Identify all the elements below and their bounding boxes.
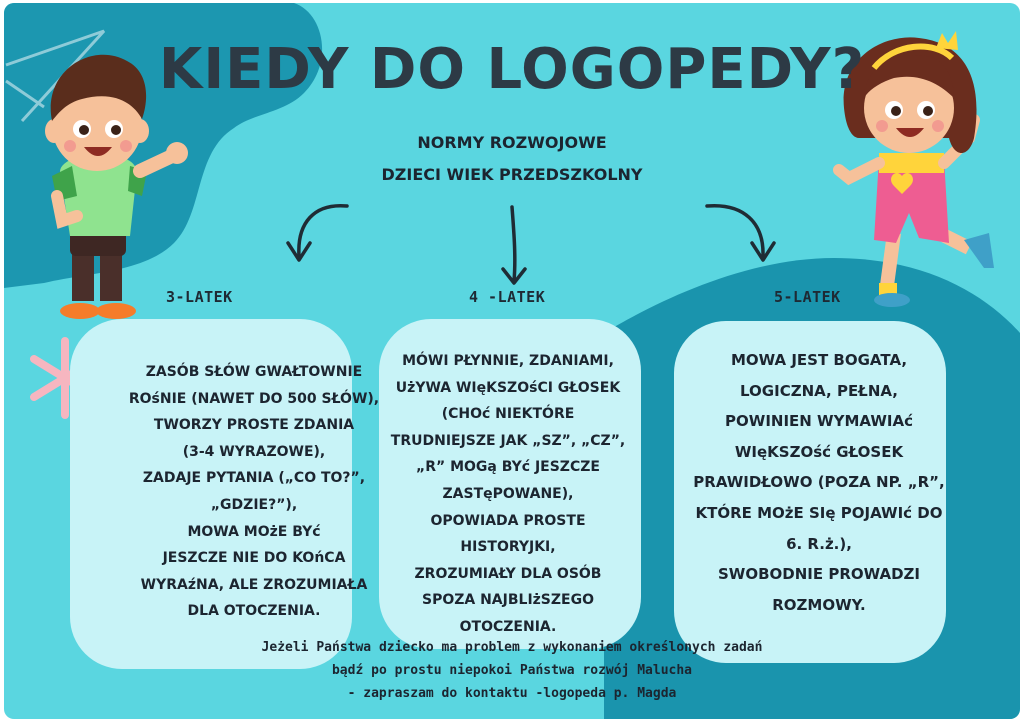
text-line: MOWA JEST BOGATA, (730, 351, 908, 369)
text-line: TWORZY PROSTE ZDANIA (153, 417, 355, 434)
text-line: ROZMOWY. (772, 595, 866, 614)
text-line: WYRAźNA, ALE ZROZUMIAŁA (140, 576, 368, 593)
text-line: MOWA MOżE BYć (187, 523, 321, 540)
text-line: HISTORYJKI, (460, 539, 556, 556)
text-line: WIęKSZOść GŁOSEK (734, 442, 904, 461)
text-line: JESZCZE NIE DO KOńCA (162, 550, 346, 567)
text-line: „R” MOGą BYć JESZCZE (416, 459, 600, 476)
text-line: 6. R.ż.), (786, 534, 852, 553)
poster (4, 3, 1020, 719)
text-line: PRAWIDŁOWO (POZA NP. „R”, (693, 473, 945, 492)
footer-line-3: - zapraszam do kontaktu -logopeda p. Magda (347, 686, 677, 701)
text-line: UżYWA WIęKSZOśCI GŁOSEK (395, 379, 621, 396)
arrow-left-down-icon (279, 198, 359, 273)
text-line: SWOBODNIE PROWADZI (717, 565, 921, 584)
text-line: ZASÓB SŁÓW GWAŁTOWNIE (145, 364, 363, 380)
arrow-right-down-icon (699, 198, 784, 273)
text-line: OPOWIADA PROSTE (430, 512, 586, 529)
text-line: MÓWI PŁYNNIE, ZDANIAMI, (402, 353, 614, 369)
age-label-5: 5-LATEK (774, 288, 841, 306)
text-line: LOGICZNA, PEŁNA, (740, 381, 898, 400)
text-line: POWINIEN WYMAWIAć (725, 412, 913, 431)
subtitle-line-2: DZIECI WIEK PRZEDSZKOLNY (381, 165, 643, 184)
text-line: SPOZA NAJBLIżSZEGO (421, 592, 594, 609)
age-label-4: 4 -LATEK (469, 288, 546, 306)
text-line: OTOCZENIA. (459, 618, 557, 635)
page-title: KIEDY DO LOGOPEDY? (158, 37, 866, 102)
text-line: TRUDNIEJSZE JAK „SZ”, „CZ”, (390, 432, 626, 449)
text-line: (3-4 WYRAZOWE), (182, 443, 326, 460)
text-5-latek (674, 345, 964, 620)
text-4-latek (376, 348, 640, 641)
arrow-down-icon (494, 203, 534, 288)
text-line: ZADAJE PYTANIA („CO TO?”, (142, 470, 366, 487)
text-line: „GDZIE?”), (210, 496, 298, 513)
text-line: ROśNIE (NAWET DO 500 SŁÓW), (128, 390, 380, 407)
text-line: (CHOć NIEKTÓRE (441, 406, 575, 423)
age-label-3: 3-LATEK (166, 288, 233, 306)
text-line: ZROZUMIAŁY DLA OSÓB (414, 565, 602, 582)
text-3-latek (122, 359, 386, 625)
subtitle-line-1: NORMY ROZWOJOWE (417, 133, 607, 152)
text-line: DLA OTOCZENIA. (187, 603, 321, 620)
text-line: KTÓRE MOżE SIę POJAWIć DO (695, 503, 943, 522)
footer-line-2: bądź po prostu niepokoi Państwa rozwój Malucha (331, 663, 693, 678)
text-line: ZASTęPOWANE), (442, 485, 574, 502)
footer-line-1: Jeżeli Państwa dziecko ma problem z wykonaniem określonych zadań (261, 640, 763, 655)
